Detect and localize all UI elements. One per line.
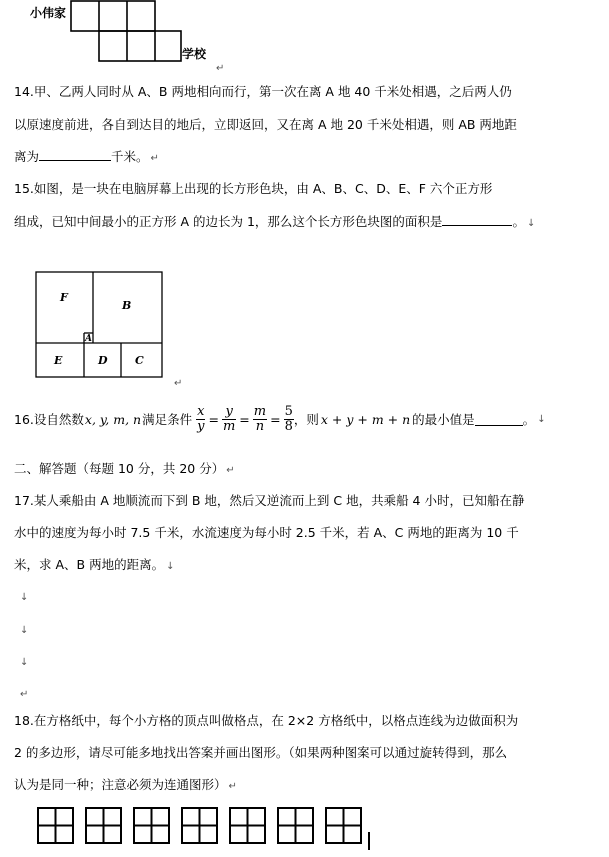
q14-line3: 离为 千米。 ↵: [14, 149, 159, 164]
section2-heading: 二、解答题（每题 10 分，共 20 分） ↵: [14, 461, 235, 476]
q14-answer-blank[interactable]: [39, 148, 111, 161]
fraction-2: $\frac{y}{m}$: [222, 403, 236, 434]
q14-line1: 14.甲、乙两人同时从 A、B 两地相向而行，第一次在离 A 地 40 千米处相遇，之后两人仍: [14, 84, 512, 99]
grid-2x2[interactable]: [277, 807, 314, 844]
blank-line-mark: ↓: [20, 592, 29, 603]
square-D-label: D: [98, 354, 108, 367]
q15-answer-blank[interactable]: [442, 213, 512, 226]
q18-line3: 认为是同一种；注意必须为连通图形） ↵: [14, 777, 237, 792]
grid-2x2[interactable]: [181, 807, 218, 844]
text-cursor: [368, 832, 370, 850]
blank-line-mark: ↓: [20, 625, 29, 636]
home-label: 小伟家: [30, 6, 67, 20]
q14-line2: 以原速度前进，各自到达目的地后，立即返回，又在离 A 地 20 千米处相遇，则 AB 两地距: [14, 117, 517, 132]
q15-line2: 组成，已知中间最小的正方形 A 的边长为 1，那么这个长方形色块图的面积是 。 ↓: [14, 214, 536, 229]
fraction-1: $\frac{x}{y}$: [197, 403, 205, 434]
rectangle-squares-figure: [30, 265, 165, 380]
fraction-3: $\frac{m}{n}$: [253, 403, 267, 434]
q17-line1: 17.某人乘船由 A 地顺流而下到 B 地，然后又逆流而上到 C 地，共乘船 4 小时，已知船在静: [14, 493, 525, 508]
grid-paper-row: [37, 807, 367, 845]
grid-2x2[interactable]: [229, 807, 266, 844]
square-E-label: E: [54, 354, 63, 367]
grid-2x2[interactable]: [37, 807, 74, 844]
grid-2x2[interactable]: [85, 807, 122, 844]
square-F-label: F: [60, 291, 68, 304]
q16-line: 16.设自然数 x, y, m, n 满足条件 $\frac{x}{y}$ = $\frac{y}{m}$ = $\frac{m}{n}$ = $\frac{5}{8}$ ，则 x + y + m + n 的最小值是 。 ↓: [14, 403, 546, 434]
school-label: 学校: [182, 47, 207, 61]
q18-line1: 18.在方格纸中，每个小方格的顶点叫做格点，在 2×2 方格纸中，以格点连线为边做面积为: [14, 713, 519, 728]
q18-line2: 2 的多边形，请尽可能多地找出答案并画出图形。（如果两种图案可以通过旋转得到，那么: [14, 745, 508, 760]
return-mark: ↵: [216, 63, 225, 74]
square-B-label: B: [122, 299, 132, 312]
path-grid-figure: [70, 0, 182, 62]
grid-2x2[interactable]: [133, 807, 170, 844]
square-A-label: A: [85, 334, 92, 344]
square-C-label: C: [135, 354, 144, 367]
grid-2x2[interactable]: [325, 807, 362, 844]
return-mark: ↵: [174, 378, 183, 389]
q17-line3: 米，求 A、B 两地的距离。 ↓: [14, 557, 175, 572]
q17-line2: 水中的速度为每小时 7.5 千米，水流速度为每小时 2.5 千米，若 A、C 两地的距离为 10 千: [14, 525, 519, 540]
blank-line-mark: ↵: [20, 689, 29, 700]
fraction-4: $\frac{5}{8}$: [284, 403, 293, 434]
blank-line-mark: ↓: [20, 657, 29, 668]
q16-answer-blank[interactable]: [475, 413, 523, 426]
q15-line1: 15.如图，是一块在电脑屏幕上出现的长方形色块，由 A、B、C、D、E、F 六个正方形: [14, 181, 493, 196]
